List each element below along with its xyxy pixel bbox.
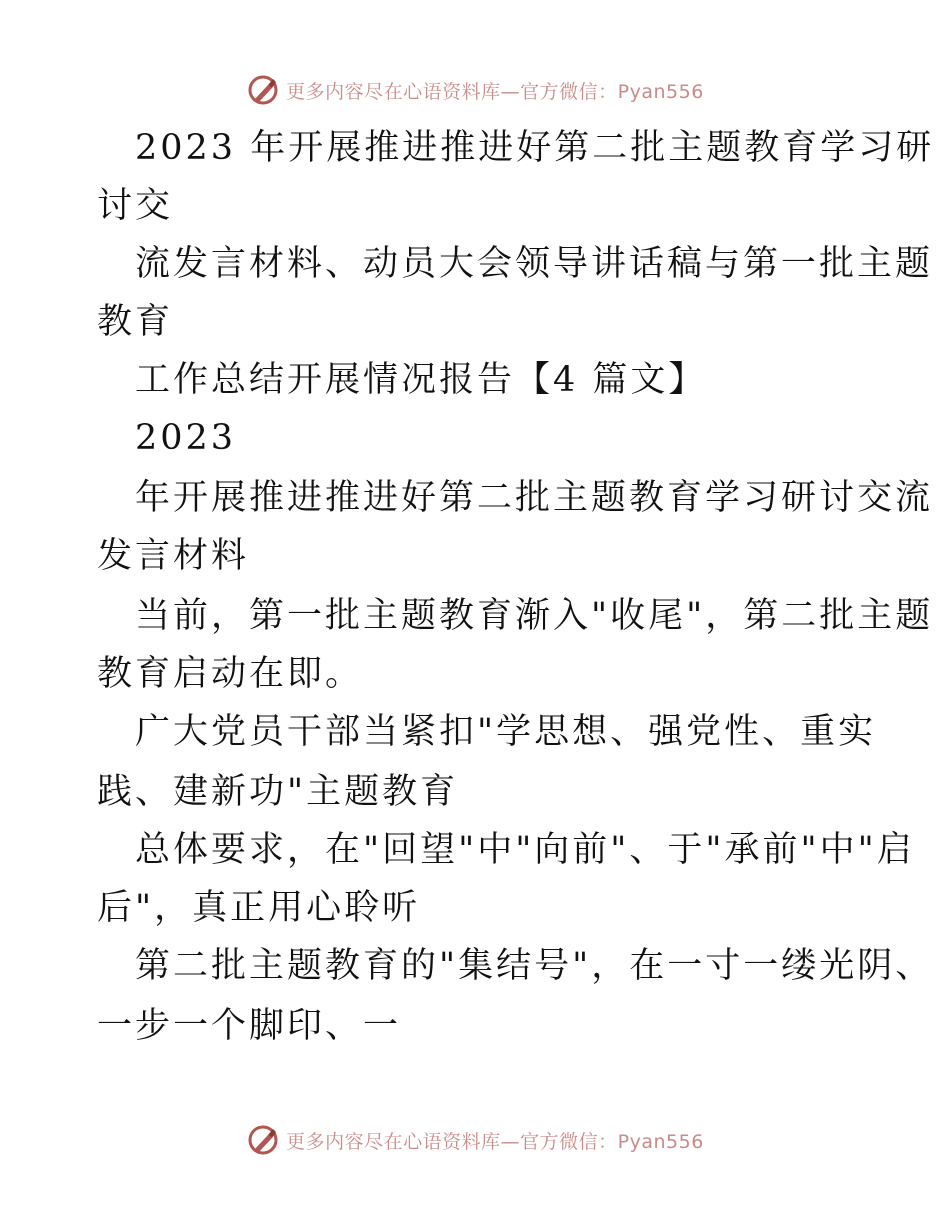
pen-logo-icon (246, 1123, 280, 1157)
text-line: 讨交 (97, 186, 174, 226)
text-line: 总体要求，在"回望"中"向前"、于"承前"中"启 (135, 830, 915, 870)
text-line: 2023 (135, 418, 237, 458)
text-line: 教育 (97, 302, 174, 342)
text-line: 2023 年开展推进推进好第二批主题教育学习研 (135, 128, 935, 168)
text-line: 流发言材料、动员大会领导讲话稿与第一批主题 (135, 244, 934, 284)
watermark-text: 更多内容尽在心语资料库—官方微信：Pyan556 (286, 80, 704, 103)
text-line: 第二批主题教育的"集结号"，在一寸一缕光阴、 (135, 946, 934, 986)
text-line: 广大党员干部当紧扣"学思想、强党性、重实 (135, 712, 877, 752)
footer-watermark (0, 1120, 950, 1160)
text-line: 一步一个脚印、一 (97, 1006, 402, 1046)
header-watermark (0, 70, 950, 110)
watermark-text: 更多内容尽在心语资料库—官方微信：Pyan556 (286, 1130, 704, 1153)
text-line: 当前，第一批主题教育渐入"收尾"，第二批主题 (135, 596, 934, 636)
text-line: 工作总结开展情况报告【4 篇文】 (135, 360, 707, 400)
text-line: 践、建新功"主题教育 (97, 772, 459, 812)
pen-logo-icon (246, 73, 280, 107)
text-line: 教育启动在即。 (97, 654, 364, 694)
text-line: 后"，真正用心聆听 (97, 888, 421, 928)
text-line: 发言材料 (97, 536, 250, 576)
text-line: 年开展推进推进好第二批主题教育学习研讨交流 (135, 478, 934, 518)
